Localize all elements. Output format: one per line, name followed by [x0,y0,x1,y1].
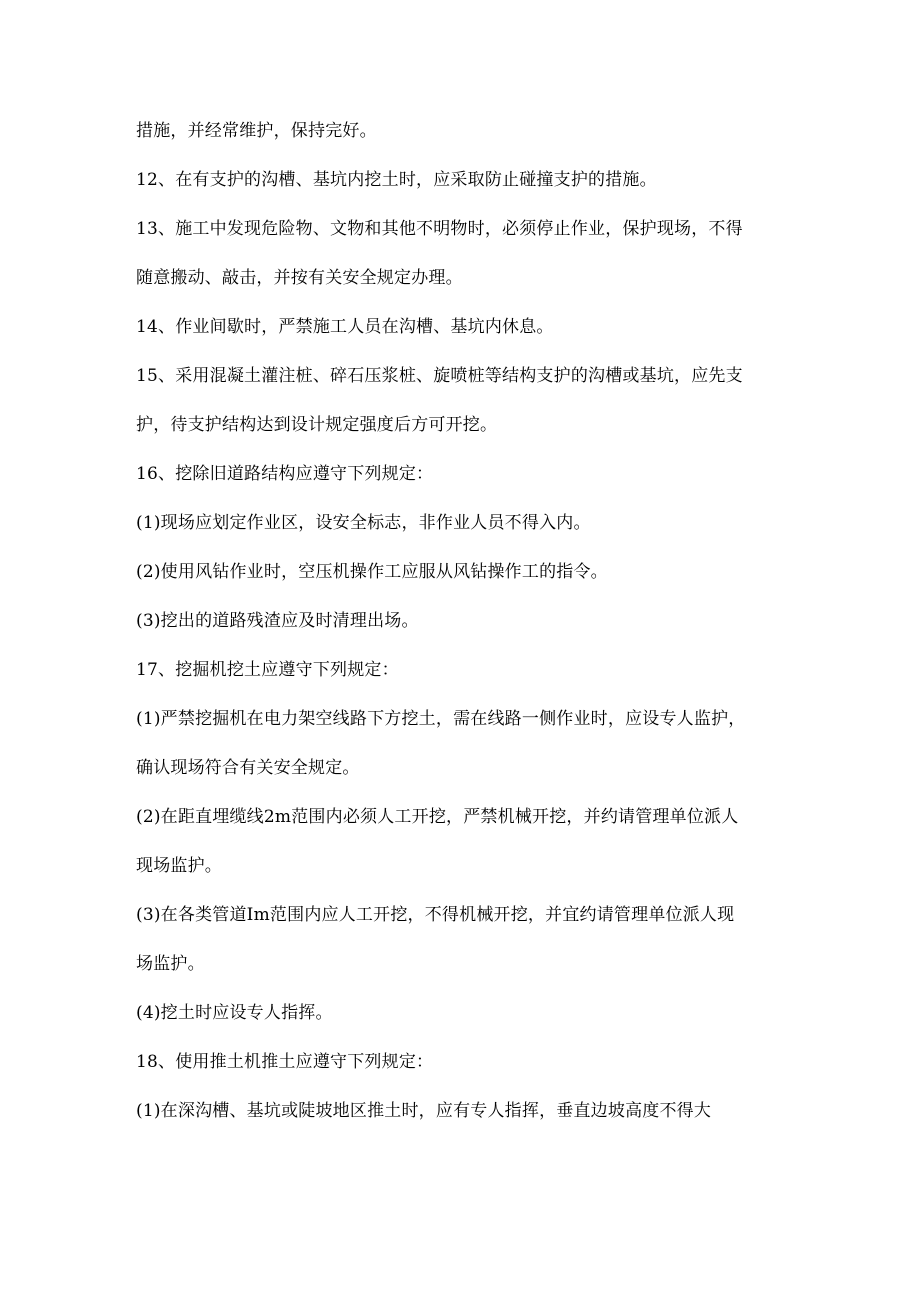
text-line: (2)在距直埋缆线2m范围内必须人工开挖，严禁机械开挖，并约请管理单位派人 [136,807,739,827]
text-line: 现场监护。 [136,856,222,876]
text-line: 场监护。 [136,954,205,974]
text-line: (3)在各类管道Im范围内应人工开挖，不得机械开挖，并宜约请管理单位派人现 [136,905,735,925]
text-line: 确认现场符合有关安全规定。 [136,758,360,778]
text-line: 随意搬动、敲击，并按有关安全规定办理。 [136,268,463,288]
text-line: 17、挖掘机挖土应遵守下列规定： [136,660,399,680]
text-line: 15、采用混凝土灌注桩、碎石压浆桩、旋喷桩等结构支护的沟槽或基坑，应先支 [136,366,743,386]
text-line: (1)在深沟槽、基坑或陡坡地区推土时，应有专人指挥，垂直边坡高度不得大 [136,1101,712,1121]
text-line: 12、在有支护的沟槽、基坑内挖土时，应采取防止碰撞支护的措施。 [136,170,657,190]
text-line: 护，待支护结构达到设计规定强度后方可开挖。 [136,415,498,435]
text-line: 措施，并经常维护，保持完好。 [136,121,377,141]
text-line: (1)现场应划定作业区，设安全标志，非作业人员不得入内。 [136,513,591,533]
text-line: 13、施工中发现危险物、文物和其他不明物时，必须停止作业，保护现场，不得 [136,219,743,239]
text-line: (1)严禁挖掘机在电力架空线路下方挖土，需在线路一侧作业时，应设专人监护， [136,709,746,729]
document-body [136,118,796,1147]
text-line: (4)挖土时应设专人指挥。 [136,1003,333,1023]
text-line: 18、使用推土机推土应遵守下列规定： [136,1052,434,1072]
text-line: (3)挖出的道路残渣应及时清理出场。 [136,611,419,631]
text-line: 14、作业间歇时，严禁施工人员在沟槽、基坑内休息。 [136,317,554,337]
text-line: (2)使用风钻作业时，空压机操作工应服从风钻操作工的指令。 [136,562,608,582]
text-line: 16、挖除旧道路结构应遵守下列规定： [136,464,434,484]
